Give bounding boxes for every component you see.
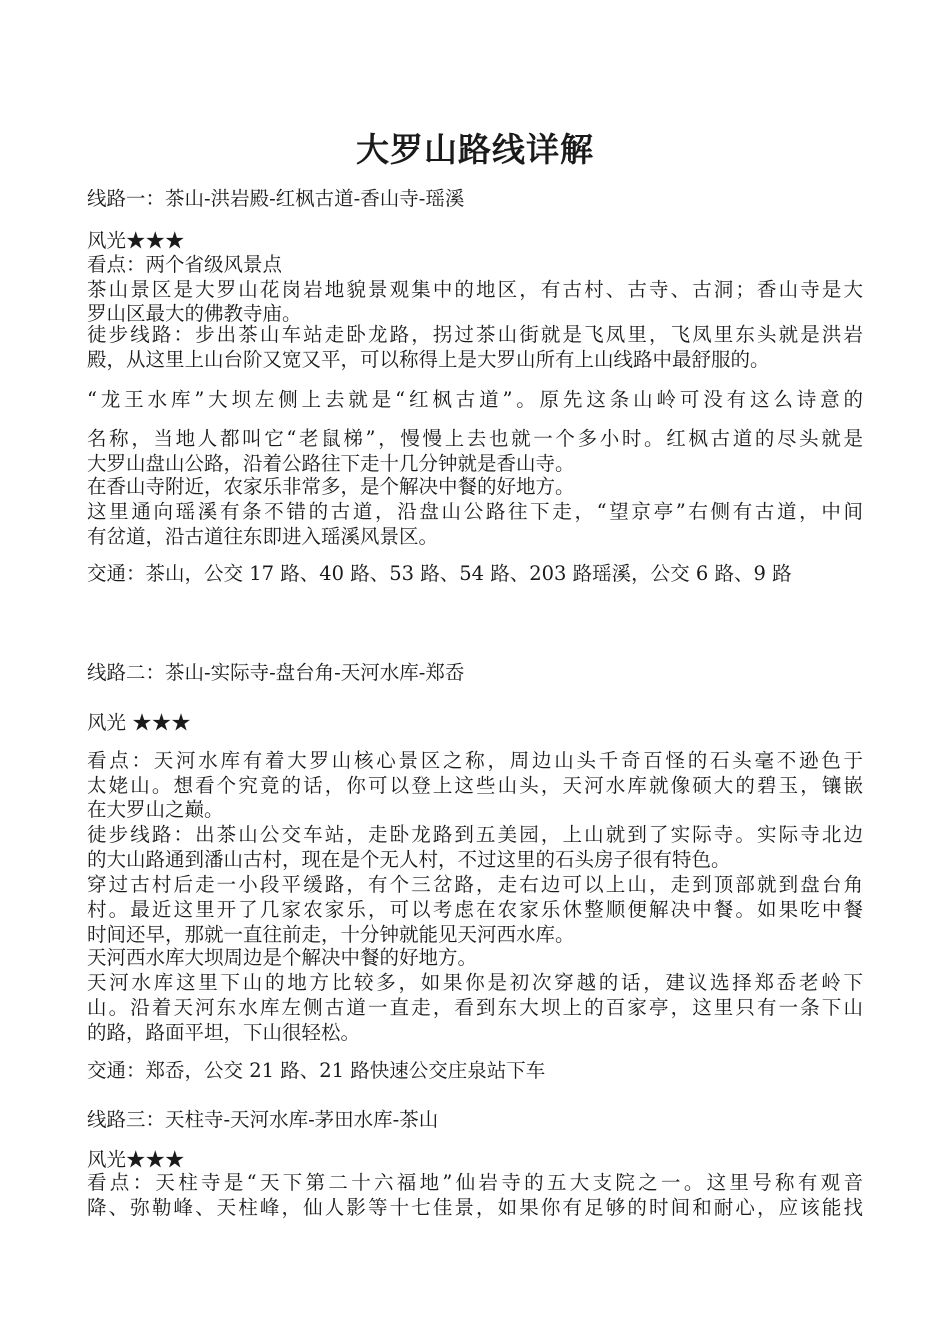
- route-1-paragraph-line: 在香山寺附近，农家乐非常多，是个解决中餐的好地方。: [87, 475, 575, 498]
- route-1-paragraph-line: “龙王水库”大坝左侧上去就是“红枫古道”。原先这条山岭可没有这么诗意的: [87, 388, 863, 411]
- route-1-paragraph-line: 殿，从这里上山台阶又宽又平，可以称得上是大罗山所有上山线路中最舒服的。: [87, 348, 770, 371]
- route-2-paragraph-line: 穿过古村后走一小段平缓路，有个三岔路，走右边可以上山，走到顶部就到盘台角: [87, 873, 863, 896]
- route-1-paragraph-line: 罗山区最大的佛教寺庙。: [87, 302, 302, 325]
- route-1-paragraph-line: 名称，当地人都叫它“老鼠梯”，慢慢上去也就一个多小时。红枫古道的尽头就是: [87, 427, 863, 450]
- route-3-paragraph-line: 看点：天柱寺是“天下第二十六福地”仙岩寺的五大支院之一。这里号称有观音: [87, 1171, 863, 1194]
- route-1-paragraph-line: 这里通向瑶溪有条不错的古道，沿盘山公路往下走，“望京亭”右侧有古道，中间: [87, 500, 863, 523]
- route-1-transport: 交通：茶山，公交 17 路、40 路、53 路、54 路、203 路瑶溪，公交 6 路、9 路: [87, 562, 792, 585]
- route-1-paragraph-line: 茶山景区是大罗山花岗岩地貌景观集中的地区，有古村、古寺、古洞；香山寺是大: [87, 278, 863, 301]
- route-2-paragraph-line: 的大山路通到潘山古村，现在是个无人村，不过这里的石头房子很有特色。: [87, 848, 731, 871]
- route-1-paragraph-line: 大罗山盘山公路，沿着公路往下走十几分钟就是香山寺。: [87, 452, 575, 475]
- route-2-paragraph-line: 村。最近这里开了几家农家乐，可以考虑在农家乐休整顺便解决中餐。如果吃中餐: [87, 898, 863, 921]
- route-1-highlights: 看点：两个省级风景点: [87, 253, 283, 276]
- route-2-paragraph-line: 天河西水库大坝周边是个解决中餐的好地方。: [87, 946, 478, 969]
- route-1-heading: 线路一：茶山-洪岩殿-红枫古道-香山寺-瑶溪: [87, 187, 465, 210]
- route-2-paragraph-line: 徒步线路：出茶山公交车站，走卧龙路到五美园，上山就到了实际寺。实际寺北边: [87, 823, 863, 846]
- route-2-paragraph-line: 的路，路面平坦，下山很轻松。: [87, 1021, 361, 1044]
- page-title: 大罗山路线详解: [356, 130, 594, 169]
- route-2-scenery-rating: 风光 ★★★: [87, 711, 191, 734]
- route-3-heading: 线路三：天柱寺-天河水库-茅田水库-茶山: [87, 1108, 439, 1131]
- route-3-scenery-rating: 风光★★★: [87, 1148, 185, 1171]
- route-1-scenery-rating: 风光★★★: [87, 229, 185, 252]
- route-2-paragraph-line: 看点：天河水库有着大罗山核心景区之称，周边山头千奇百怪的石头毫不逊色于: [87, 749, 863, 772]
- route-2-paragraph-line: 太姥山。想看个究竟的话，你可以登上这些山头，天河水库就像硕大的碧玉，镶嵌: [87, 774, 863, 797]
- route-1-paragraph-line: 徒步线路：步出茶山车站走卧龙路，拐过茶山街就是飞凤里，飞凤里东头就是洪岩: [87, 323, 863, 346]
- route-2-heading: 线路二：茶山-实际寺-盘台角-天河水库-郑岙: [87, 661, 465, 684]
- route-1-paragraph-line: 有岔道，沿古道往东即进入瑶溪风景区。: [87, 525, 439, 548]
- route-2-transport: 交通：郑岙，公交 21 路、21 路快速公交庄泉站下车: [87, 1059, 546, 1082]
- route-2-paragraph-line: 在大罗山之巅。: [87, 798, 224, 821]
- route-2-paragraph-line: 时间还早，那就一直往前走，十分钟就能见天河西水库。: [87, 923, 575, 946]
- route-3-paragraph-line: 降、弥勒峰、天柱峰，仙人影等十七佳景，如果你有足够的时间和耐心，应该能找: [87, 1196, 863, 1219]
- route-2-paragraph-line: 山。沿着天河东水库左侧古道一直走，看到东大坝上的百家亭，这里只有一条下山: [87, 996, 863, 1019]
- route-2-paragraph-line: 天河水库这里下山的地方比较多，如果你是初次穿越的话，建议选择郑岙老岭下: [87, 971, 863, 994]
